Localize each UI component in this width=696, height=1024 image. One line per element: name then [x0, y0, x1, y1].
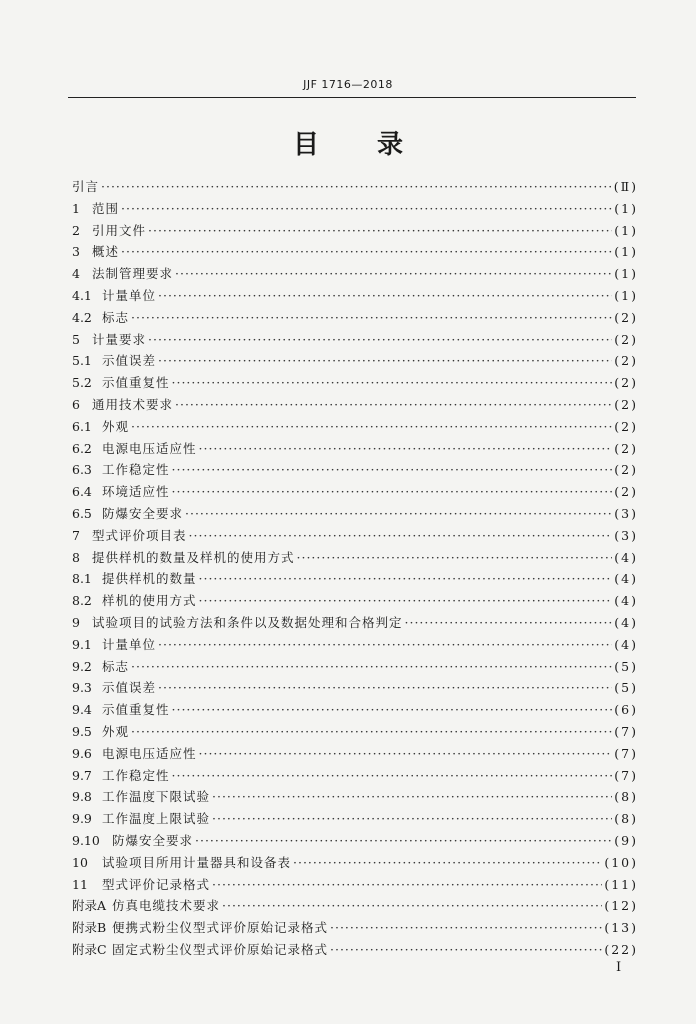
- toc-entry-number: 附录A: [72, 898, 107, 914]
- toc-entry[interactable]: [72, 329, 638, 351]
- toc-entry-label: 法制管理要求: [92, 266, 174, 282]
- toc-entry-page: (2): [614, 418, 638, 434]
- toc-entry-number: 4.1: [72, 287, 92, 303]
- toc-entry-page: (5): [614, 658, 638, 674]
- toc-entry-page: (2): [614, 462, 638, 478]
- toc-entry-page: (8): [614, 811, 638, 827]
- toc-entry-page: (4): [614, 549, 638, 565]
- toc-entry[interactable]: [72, 241, 638, 263]
- toc-leader-dots: [101, 176, 612, 198]
- toc-entry-page: (1): [614, 266, 638, 282]
- toc-leader-dots: [175, 394, 612, 416]
- toc-entry[interactable]: [72, 503, 638, 525]
- document-code-header: JJF 1716—2018: [303, 78, 393, 91]
- toc-entry-label: 工作稳定性: [102, 767, 170, 783]
- toc-entry-page: (2): [614, 440, 638, 456]
- toc-leader-dots: [189, 525, 613, 547]
- toc-entry[interactable]: [72, 721, 638, 743]
- toc-leader-dots: [148, 220, 612, 242]
- toc-entry-page: (1): [614, 222, 638, 238]
- toc-entry-label: 防爆安全要求: [102, 505, 184, 521]
- toc-entry-number: 9.4: [72, 702, 92, 718]
- toc-leader-dots: [131, 721, 612, 743]
- toc-entry[interactable]: [72, 176, 638, 198]
- toc-entry-label: 外观: [102, 418, 130, 434]
- toc-entry-label: 计量要求: [92, 331, 147, 347]
- toc-entry-page: (8): [614, 789, 638, 805]
- page-number: Ⅰ: [616, 960, 622, 975]
- toc-entry[interactable]: [72, 699, 638, 721]
- toc-entry-number: 9.10: [72, 832, 100, 848]
- toc-entry-number: 附录C: [72, 941, 107, 957]
- toc-entry-page: (2): [614, 396, 638, 412]
- toc-entry-label: 提供样机的数量及样机的使用方式: [92, 549, 295, 565]
- toc-entry-page: (6): [614, 702, 638, 718]
- toc-entry[interactable]: [72, 198, 638, 220]
- toc-entry-number: 9.2: [72, 658, 92, 674]
- toc-entry[interactable]: [72, 656, 638, 678]
- toc-entry-number: 6.1: [72, 418, 92, 434]
- toc-entry-page: (1): [614, 200, 638, 216]
- toc-entry-label: 标志: [102, 309, 130, 325]
- toc-leader-dots: [212, 808, 612, 830]
- toc-entry-page: (3): [614, 527, 638, 543]
- toc-entry-page: (2): [614, 353, 638, 369]
- toc-entry-page: (3): [614, 505, 638, 521]
- toc-entry-page: (22): [604, 941, 638, 957]
- toc-leader-dots: [158, 350, 612, 372]
- toc-entry[interactable]: [72, 590, 638, 612]
- toc-entry-number: 6.4: [72, 484, 92, 500]
- header-rule: [68, 97, 636, 98]
- toc-entry-number: 9.3: [72, 680, 92, 696]
- toc-entry[interactable]: [72, 634, 638, 656]
- toc-leader-dots: [158, 634, 612, 656]
- toc-leader-dots: [172, 459, 613, 481]
- toc-entry-label: 工作稳定性: [102, 462, 170, 478]
- toc-leader-dots: [172, 765, 613, 787]
- toc-entry-label: 提供样机的数量: [102, 571, 197, 587]
- toc-entry-number: 9.1: [72, 636, 92, 652]
- toc-entry-label: 外观: [102, 723, 130, 739]
- toc-entry-number: 9.6: [72, 745, 92, 761]
- toc-entry-label: 仿真电缆技术要求: [112, 898, 221, 914]
- toc-entry-label: 工作温度下限试验: [102, 789, 211, 805]
- toc-entry-label: 型式评价项目表: [92, 527, 187, 543]
- toc-entry-label: 标志: [102, 658, 130, 674]
- toc-entry[interactable]: [72, 568, 638, 590]
- toc-entry-number: 11: [72, 876, 88, 892]
- toc-entry-number: 6: [72, 396, 80, 412]
- toc-entry[interactable]: [72, 263, 638, 285]
- toc-entry[interactable]: [72, 438, 638, 460]
- toc-entry-number: 9.8: [72, 789, 92, 805]
- toc-entry-label: 通用技术要求: [92, 396, 174, 412]
- page-title: 目录: [292, 130, 461, 160]
- toc-entry-page: (1): [614, 287, 638, 303]
- toc-leader-dots: [172, 481, 613, 503]
- toc-entry-number: 1: [72, 200, 80, 216]
- toc-leader-dots: [297, 547, 613, 569]
- toc-entry[interactable]: [72, 895, 638, 917]
- toc-entry-label: 引用文件: [92, 222, 147, 238]
- toc-entry-page: (4): [614, 636, 638, 652]
- toc-leader-dots: [199, 743, 613, 765]
- toc-entry-page: (4): [614, 571, 638, 587]
- toc-entry[interactable]: [72, 677, 638, 699]
- toc-entry-label: 型式评价记录格式: [102, 876, 211, 892]
- toc-leader-dots: [222, 895, 602, 917]
- toc-entry-label: 概述: [92, 244, 120, 260]
- toc-entry-page: (13): [604, 920, 638, 936]
- toc-entry[interactable]: [72, 220, 638, 242]
- toc-entry-label: 样机的使用方式: [102, 593, 197, 609]
- toc-entry-number: 6.5: [72, 505, 92, 521]
- toc-entry-number: 9: [72, 614, 80, 630]
- toc-entry[interactable]: [72, 372, 638, 394]
- toc-entry[interactable]: [72, 481, 638, 503]
- toc-entry-page: (5): [614, 680, 638, 696]
- toc-leader-dots: [405, 612, 613, 634]
- toc-entry-page: (7): [614, 723, 638, 739]
- toc-leader-dots: [330, 939, 602, 961]
- toc-entry-label: 电源电压适应性: [102, 745, 197, 761]
- toc-entry-label: 试验项目的试验方法和条件以及数据处理和合格判定: [92, 614, 403, 630]
- toc-entry-page: (1): [614, 244, 638, 260]
- toc-entry-label: 示值误差: [102, 680, 157, 696]
- toc-leader-dots: [293, 852, 602, 874]
- toc-leader-dots: [121, 198, 612, 220]
- toc-entry-number: 4.2: [72, 309, 92, 325]
- toc-entry-number: 8: [72, 549, 80, 565]
- toc-entry-page: (7): [614, 745, 638, 761]
- toc-entry-number: 5: [72, 331, 80, 347]
- toc-leader-dots: [199, 438, 613, 460]
- toc-entry-page: (12): [604, 898, 638, 914]
- toc-entry[interactable]: [72, 394, 638, 416]
- toc-entry[interactable]: [72, 852, 638, 874]
- toc-entry-number: 2: [72, 222, 80, 238]
- toc-leader-dots: [121, 241, 612, 263]
- toc-entry-label: 固定式粉尘仪型式评价原始记录格式: [112, 941, 329, 957]
- toc-entry-number: 9.9: [72, 811, 92, 827]
- toc-leader-dots: [195, 830, 612, 852]
- toc-entry-label: 计量单位: [102, 287, 157, 303]
- toc-entry-label: 便携式粉尘仪型式评价原始记录格式: [112, 920, 329, 936]
- toc-entry-number: 8.1: [72, 571, 92, 587]
- toc-entry[interactable]: [72, 416, 638, 438]
- toc-leader-dots: [199, 590, 613, 612]
- toc-entry[interactable]: [72, 612, 638, 634]
- toc-entry[interactable]: [72, 743, 638, 765]
- toc-entry[interactable]: [72, 939, 638, 961]
- toc-leader-dots: [172, 372, 613, 394]
- toc-entry-number: 9.7: [72, 767, 92, 783]
- toc-entry-label: 试验项目所用计量器具和设备表: [102, 854, 292, 870]
- toc-entry-page: (2): [614, 309, 638, 325]
- toc-leader-dots: [185, 503, 612, 525]
- toc-entry-number: 4: [72, 266, 80, 282]
- toc-leader-dots: [148, 329, 612, 351]
- toc-entry-number: 8.2: [72, 593, 92, 609]
- toc-entry[interactable]: [72, 525, 638, 547]
- toc-entry-page: (2): [614, 331, 638, 347]
- toc-entry[interactable]: [72, 459, 638, 481]
- toc-entry-number: 10: [72, 854, 88, 870]
- toc-entry[interactable]: [72, 917, 638, 939]
- toc-entry-label: 引言: [72, 179, 100, 194]
- toc-entry-page: (9): [614, 832, 638, 848]
- toc-entry[interactable]: [72, 350, 638, 372]
- toc-entry-number: 7: [72, 527, 80, 543]
- toc-entry-page: (4): [614, 593, 638, 609]
- toc-entry-number: 5.2: [72, 375, 92, 391]
- toc-entry[interactable]: [72, 830, 638, 852]
- toc-entry[interactable]: [72, 765, 638, 787]
- toc-entry-label: 示值重复性: [102, 702, 170, 718]
- toc-entry-page: (11): [604, 876, 638, 892]
- toc-leader-dots: [199, 568, 613, 590]
- toc-entry-page: (10): [604, 854, 638, 870]
- toc-entry[interactable]: [72, 307, 638, 329]
- toc-entry-label: 示值重复性: [102, 375, 170, 391]
- toc-leader-dots: [212, 786, 612, 808]
- toc-leader-dots: [330, 917, 602, 939]
- toc-entry[interactable]: [72, 808, 638, 830]
- toc-entry-page: (2): [614, 375, 638, 391]
- toc-entry-number: 3: [72, 244, 80, 260]
- toc-leader-dots: [175, 263, 612, 285]
- toc-entry-number: 5.1: [72, 353, 92, 369]
- toc-entry-page: (2): [614, 484, 638, 500]
- toc-leader-dots: [131, 656, 612, 678]
- toc-entry[interactable]: [72, 874, 638, 896]
- toc-leader-dots: [131, 416, 612, 438]
- toc-leader-dots: [212, 874, 602, 896]
- toc-entry-page: (4): [614, 614, 638, 630]
- toc-entry-number: 附录B: [72, 920, 107, 936]
- toc-entry-number: 6.2: [72, 440, 92, 456]
- toc-entry-number: 9.5: [72, 723, 92, 739]
- toc-entry-label: 防爆安全要求: [112, 832, 194, 848]
- toc-entry-label: 电源电压适应性: [102, 440, 197, 456]
- toc-entry[interactable]: [72, 786, 638, 808]
- toc-leader-dots: [158, 677, 612, 699]
- toc-entry-label: 工作温度上限试验: [102, 811, 211, 827]
- toc-leader-dots: [158, 285, 612, 307]
- toc-entry[interactable]: [72, 285, 638, 307]
- toc-entry-label: 计量单位: [102, 636, 157, 652]
- toc-entry-label: 环境适应性: [102, 484, 170, 500]
- toc-entry-label: 示值误差: [102, 353, 157, 369]
- toc-leader-dots: [131, 307, 612, 329]
- toc-entry-label: 范围: [92, 200, 120, 216]
- toc-entry-number: 6.3: [72, 462, 92, 478]
- toc-entry-page: (7): [614, 767, 638, 783]
- table-of-contents: [72, 176, 638, 961]
- toc-entry-page: (Ⅱ): [613, 179, 638, 194]
- toc-leader-dots: [172, 699, 613, 721]
- toc-entry[interactable]: [72, 547, 638, 569]
